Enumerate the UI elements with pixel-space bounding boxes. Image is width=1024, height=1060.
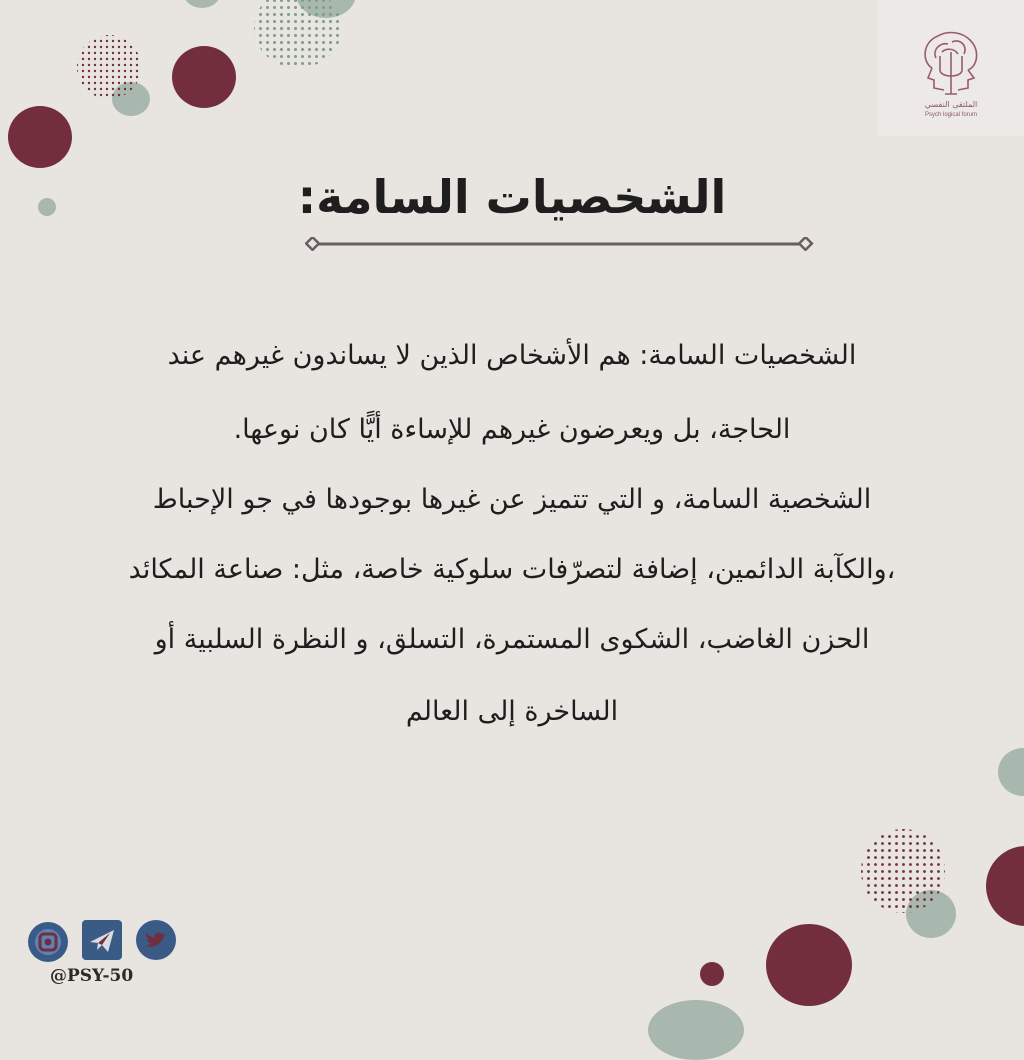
instagram-icon[interactable] xyxy=(28,922,68,962)
body-line: الشخصية السامة، و التي تتميز عن غيرها بوجودها في جو الإحباط xyxy=(152,484,872,515)
decor-circle xyxy=(986,846,1024,926)
logo-english-name: Psych logical forum xyxy=(924,112,978,118)
body-line: .الحاجة، بل ويعرضون غيرهم للإساءة أيًّا كان نوعها xyxy=(233,414,791,445)
decor-circle xyxy=(700,962,724,986)
body-line: الشخصيات السامة: هم الأشخاص الذين لا يساندون غيرهم عند xyxy=(167,340,857,371)
logo xyxy=(878,0,1024,136)
decor-circle xyxy=(172,46,236,108)
decor-circle xyxy=(38,198,56,216)
logo-arabic-name: الملتقى النفسي xyxy=(924,100,978,109)
decor-circle xyxy=(8,106,72,168)
decor-circle xyxy=(184,0,220,8)
twitter-icon[interactable] xyxy=(136,920,176,960)
decor-circle xyxy=(766,924,852,1006)
dot-pattern xyxy=(858,826,948,916)
page-title: الشخصيات السامة: xyxy=(297,170,727,224)
dot-pattern xyxy=(250,0,346,72)
body-line: والكآبة الدائمين، إضافة لتصرّفات سلوكية خاصة، مثل: صناعة المكائد، xyxy=(128,554,896,585)
telegram-icon[interactable] xyxy=(82,920,122,960)
decor-circle xyxy=(648,1000,744,1060)
social-handle: @PSY-50 xyxy=(50,966,134,986)
body-line: الساخرة إلى العالم xyxy=(405,696,619,727)
title-divider xyxy=(305,237,817,251)
body-line: الحزن الغاضب، الشكوى المستمرة، التسلق، و النظرة السلبية أو xyxy=(154,624,870,655)
decor-circle xyxy=(998,748,1024,796)
psi-brain-icon xyxy=(918,28,984,98)
dot-pattern xyxy=(74,32,144,102)
